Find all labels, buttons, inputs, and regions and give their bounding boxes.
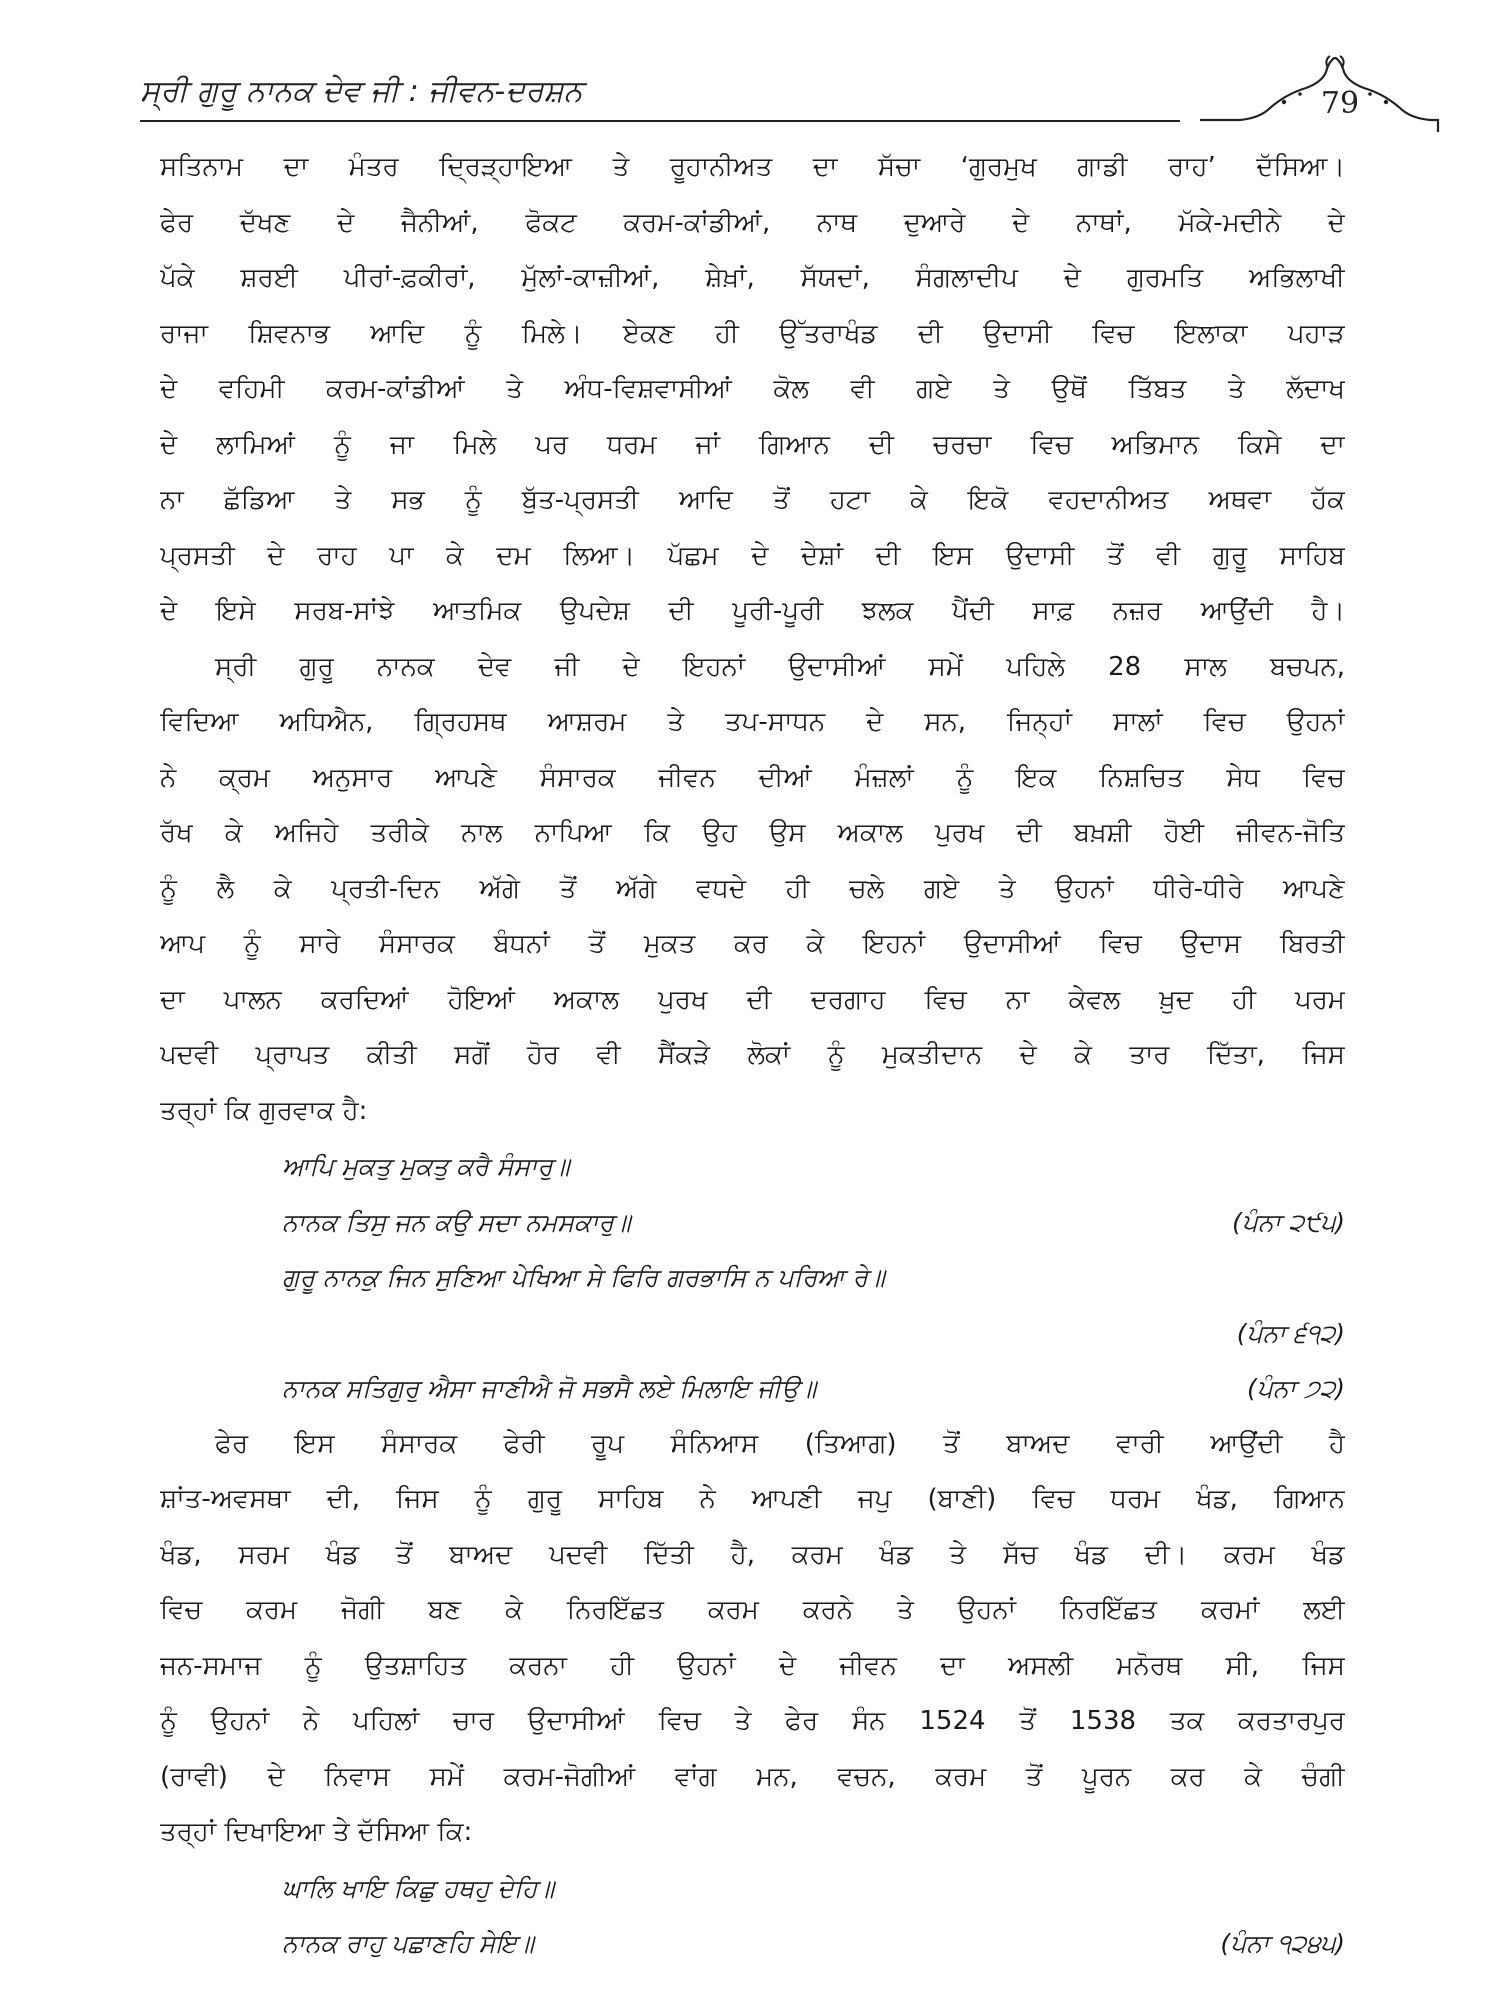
text-line: ਜਨ-ਸਮਾਜ ਨੂੰ ਉਤਸ਼ਾਹਿਤ ਕਰਨਾ ਹੀ ਉਹਨਾਂ ਦੇ ਜੀਵਨ ਦਾ ਅਸਲੀ ਮਨੋਰਥ ਸੀ, ਜਿਸ	[160, 1650, 1345, 1681]
text-line: ਤਰ੍ਹਾਂ ਦਿਖਾਇਆ ਤੇ ਦੱਸਿਆ ਕਿ:	[160, 1817, 473, 1847]
quote-text: ਨਾਨਕ ਰਾਹੁ ਪਛਾਣਹਿ ਸੇਇ॥	[282, 1929, 534, 1958]
text-line: ਤਰ੍ਹਾਂ ਕਿ ਗੁਰਵਾਕ ਹੈ:	[160, 1095, 368, 1126]
quote-line	[160, 1139, 1345, 1195]
running-title: ਸ੍ਰੀ ਗੁਰੂ ਨਾਨਕ ਦੇਵ ਜੀ : ਜੀਵਨ-ਦਰਸ਼ਨ	[140, 74, 583, 109]
quote-line	[160, 1361, 1345, 1417]
quote-text: ਨਾਨਕ ਤਿਸੁ ਜਨ ਕਉ ਸਦਾ ਨਮਸਕਾਰੁ॥	[282, 1207, 631, 1237]
quote-line	[160, 1916, 1345, 1972]
text-line: ਪੱਕੇ ਸ਼ਰਈ ਪੀਰਾਂ-ਫ਼ਕੀਰਾਂ, ਮੁੱਲਾਂ-ਕਾਜ਼ੀਆਂ, ਸ਼ੇਖ਼ਾਂ, ਸੱਯਦਾਂ, ਸੰਗਲਾਦੀਪ ਦੇ ਗੁਰਮਤਿ ਅਭਿਲਾਖੀ	[160, 263, 1345, 293]
paragraph-1	[160, 140, 1345, 640]
quote-line	[160, 1250, 1345, 1306]
text-line: ਵਿਚ ਕਰਮ ਜੋਗੀ ਬਣ ਕੇ ਨਿਰਇੱਛਤ ਕਰਮ ਕਰਨੇ ਤੇ ਉਹਨਾਂ ਨਿਰਇੱਛਤ ਕਰਮਾਂ ਲਈ	[160, 1595, 1345, 1625]
text-line: ਰੱਖ ਕੇ ਅਜਿਹੇ ਤਰੀਕੇ ਨਾਲ ਨਾਪਿਆ ਕਿ ਉਹ ਉਸ ਅਕਾਲ ਪੁਰਖ ਦੀ ਬਖ਼ਸ਼ੀ ਹੋਈ ਜੀਵਨ-ਜੋਤਿ	[160, 818, 1345, 848]
paragraph-3	[160, 1417, 1345, 1861]
quote-text: ਗੁਰੂ ਨਾਨਕੁ ਜਿਨ ਸੁਣਿਆ ਪੇਖਿਆ ਸੇ ਫਿਰਿ ਗਰਭਾਸਿ ਨ ਪਰਿਆ ਰੇ॥	[282, 1263, 885, 1292]
text-line: (ਰਾਵੀ) ਦੇ ਨਿਵਾਸ ਸਮੇਂ ਕਰਮ-ਜੋਗੀਆਂ ਵਾਂਗ ਮਨ, ਵਚਨ, ਕਰਮ ਤੋਂ ਪੂਰਨ ਕਰ ਕੇ ਚੰਗੀ	[160, 1761, 1345, 1792]
quote-text: ਨਾਨਕ ਸਤਿਗੁਰੁ ਐਸਾ ਜਾਣੀਐ ਜੋ ਸਭਸੈ ਲਏ ਮਿਲਾਇ ਜੀਉ॥	[282, 1374, 817, 1403]
scripture-quote-block-2	[160, 1861, 1345, 1972]
text-line: ਪਦਵੀ ਪ੍ਰਾਪਤ ਕੀਤੀ ਸਗੋਂ ਹੋਰ ਵੀ ਸੈਂਕੜੇ ਲੋਕਾਂ ਨੂੰ ਮੁਕਤੀਦਾਨ ਦੇ ਕੇ ਤਾਰ ਦਿੱਤਾ, ਜਿਸ	[160, 1040, 1345, 1070]
text-line: ਦੇ ਇਸੇ ਸਰਬ-ਸਾਂਝੇ ਆਤਮਿਕ ਉਪਦੇਸ਼ ਦੀ ਪੂਰੀ-ਪੂਰੀ ਝਲਕ ਪੈਂਦੀ ਸਾਫ਼ ਨਜ਼ਰ ਆਉਂਦੀ ਹੈ।	[160, 596, 1345, 626]
text-line: ਦਾ ਪਾਲਨ ਕਰਦਿਆਂ ਹੋਇਆਂ ਅਕਾਲ ਪੁਰਖ ਦੀ ਦਰਗਾਹ ਵਿਚ ਨਾ ਕੇਵਲ ਖ਼ੁਦ ਹੀ ਪਰਮ	[160, 984, 1345, 1015]
page-header	[140, 52, 1365, 122]
text-line: ਸਤਿਨਾਮ ਦਾ ਮੰਤਰ ਦ੍ਰਿੜ੍ਹਾਇਆ ਤੇ ਰੂਹਾਨੀਅਤ ਦਾ ਸੱਚਾ ‘ਗੁਰਮੁਖ ਗਾਡੀ ਰਾਹ’ ਦੱਸਿਆ।	[160, 152, 1345, 182]
text-line: ਦੇ ਲਾਮਿਆਂ ਨੂੰ ਜਾ ਮਿਲੇ ਪਰ ਧਰਮ ਜਾਂ ਗਿਆਨ ਦੀ ਚਰਚਾ ਵਿਚ ਅਭਿਮਾਨ ਕਿਸੇ ਦਾ	[160, 429, 1345, 460]
text-line: ਸ਼ਾਂਤ-ਅਵਸਥਾ ਦੀ, ਜਿਸ ਨੂੰ ਗੁਰੂ ਸਾਹਿਬ ਨੇ ਆਪਣੀ ਜਪੁ (ਬਾਣੀ) ਵਿਚ ਧਰਮ ਖੰਡ, ਗਿਆਨ	[160, 1484, 1345, 1514]
page-reference: (ਪੰਨਾ ੬੧੨)	[1236, 1318, 1345, 1348]
quote-line	[160, 1861, 1345, 1917]
quote-line	[160, 1195, 1345, 1251]
text-line: ਆਪ ਨੂੰ ਸਾਰੇ ਸੰਸਾਰਕ ਬੰਧਨਾਂ ਤੋਂ ਮੁਕਤ ਕਰ ਕੇ ਇਹਨਾਂ ਉਦਾਸੀਆਂ ਵਿਚ ਉਦਾਸ ਬਿਰਤੀ	[160, 929, 1345, 959]
scripture-quote-block-1	[160, 1139, 1345, 1417]
text-line: ਰਾਜਾ ਸ਼ਿਵਨਾਭ ਆਦਿ ਨੂੰ ਮਿਲੇ। ਏਕਣ ਹੀ ਉੱਤਰਾਖੰਡ ਦੀ ਉਦਾਸੀ ਵਿਚ ਇਲਾਕਾ ਪਹਾੜ	[160, 318, 1345, 349]
text-line: ਖੰਡ, ਸਰਮ ਖੰਡ ਤੋਂ ਬਾਅਦ ਪਦਵੀ ਦਿੱਤੀ ਹੈ, ਕਰਮ ਖੰਡ ਤੇ ਸੱਚ ਖੰਡ ਦੀ। ਕਰਮ ਖੰਡ	[160, 1539, 1345, 1570]
text-line: ਨੇ ਕ੍ਰਮ ਅਨੁਸਾਰ ਆਪਣੇ ਸੰਸਾਰਕ ਜੀਵਨ ਦੀਆਂ ਮੰਜ਼ਲਾਂ ਨੂੰ ਇਕ ਨਿਸ਼ਚਿਤ ਸੇਧ ਵਿਚ	[160, 762, 1345, 793]
page-reference: (ਪੰਨਾ ੧੨੪੫)	[1220, 1929, 1345, 1958]
page-reference: (ਪੰਨਾ ੨੯੫)	[1231, 1207, 1345, 1237]
page-body	[160, 140, 1345, 1972]
text-line: ਪ੍ਰਸਤੀ ਦੇ ਰਾਹ ਪਾ ਕੇ ਦਮ ਲਿਆ। ਪੱਛਮ ਦੇ ਦੇਸ਼ਾਂ ਦੀ ਇਸ ਉਦਾਸੀ ਤੋਂ ਵੀ ਗੁਰੂ ਸਾਹਿਬ	[160, 540, 1345, 571]
text-line: ਫੇਰ ਇਸ ਸੰਸਾਰਕ ਫੇਰੀ ਰੂਪ ਸੰਨਿਆਸ (ਤਿਆਗ) ਤੋਂ ਬਾਅਦ ਵਾਰੀ ਆਉਂਦੀ ਹੈ	[215, 1428, 1345, 1459]
text-line: ਨੂੰ ਉਹਨਾਂ ਨੇ ਪਹਿਲਾਂ ਚਾਰ ਉਦਾਸੀਆਂ ਵਿਚ ਤੇ ਫੇਰ ਸੰਨ 1524 ਤੋਂ 1538 ਤਕ ਕਰਤਾਰਪੁਰ	[160, 1706, 1345, 1736]
header-rule	[140, 120, 1180, 122]
quote-text: ਆਪਿ ਮੁਕਤੁ ਮੁਕਤੁ ਕਰੈ ਸੰਸਾਰੁ॥	[282, 1152, 570, 1181]
text-line: ਸ੍ਰੀ ਗੁਰੂ ਨਾਨਕ ਦੇਵ ਜੀ ਦੇ ਇਹਨਾਂ ਉਦਾਸੀਆਂ ਸਮੇਂ ਪਹਿਲੇ 28 ਸਾਲ ਬਚਪਨ,	[215, 651, 1345, 682]
text-line: ਫੇਰ ਦੱਖਣ ਦੇ ਜੈਨੀਆਂ, ਫੋਕਟ ਕਰਮ-ਕਾਂਡੀਆਂ, ਨਾਥ ਦੁਆਰੇ ਦੇ ਨਾਥਾਂ, ਮੱਕੇ-ਮਦੀਨੇ ਦੇ	[160, 207, 1345, 238]
page-reference: (ਪੰਨਾ ੭੨)	[1246, 1374, 1345, 1403]
text-line: ਨੂੰ ਲੈ ਕੇ ਪ੍ਰਤੀ-ਦਿਨ ਅੱਗੇ ਤੋਂ ਅੱਗੇ ਵਧਦੇ ਹੀ ਚਲੇ ਗਏ ਤੇ ਉਹਨਾਂ ਧੀਰੇ-ਧੀਰੇ ਆਪਣੇ	[160, 873, 1345, 904]
text-line: ਵਿਦਿਆ ਅਧਿਐਨ, ਗ੍ਰਿਹਸਥ ਆਸ਼ਰਮ ਤੇ ਤਪ-ਸਾਧਨ ਦੇ ਸਨ, ਜਿਨ੍ਹਾਂ ਸਾਲਾਂ ਵਿਚ ਉਹਨਾਂ	[160, 707, 1345, 737]
page-number: 79	[1320, 86, 1360, 121]
quote-text: ਘਾਲਿ ਖਾਇ ਕਿਛੁ ਹਥਹੁ ਦੇਹਿ॥	[282, 1873, 555, 1903]
paragraph-2	[160, 640, 1345, 1140]
text-line: ਦੇ ਵਹਿਮੀ ਕਰਮ-ਕਾਂਡੀਆਂ ਤੇ ਅੰਧ-ਵਿਸ਼ਵਾਸੀਆਂ ਕੋਲ ਵੀ ਗਏ ਤੇ ਉਥੋਂ ਤਿੱਬਤ ਤੇ ਲੱਦਾਖ	[160, 374, 1345, 404]
text-line: ਨਾ ਛੱਡਿਆ ਤੇ ਸਭ ਨੂੰ ਬੁੱਤ-ਪ੍ਰਸਤੀ ਆਦਿ ਤੋਂ ਹਟਾ ਕੇ ਇਕੋ ਵਹਦਾਨੀਅਤ ਅਥਵਾ ਹੱਕ	[160, 485, 1345, 515]
